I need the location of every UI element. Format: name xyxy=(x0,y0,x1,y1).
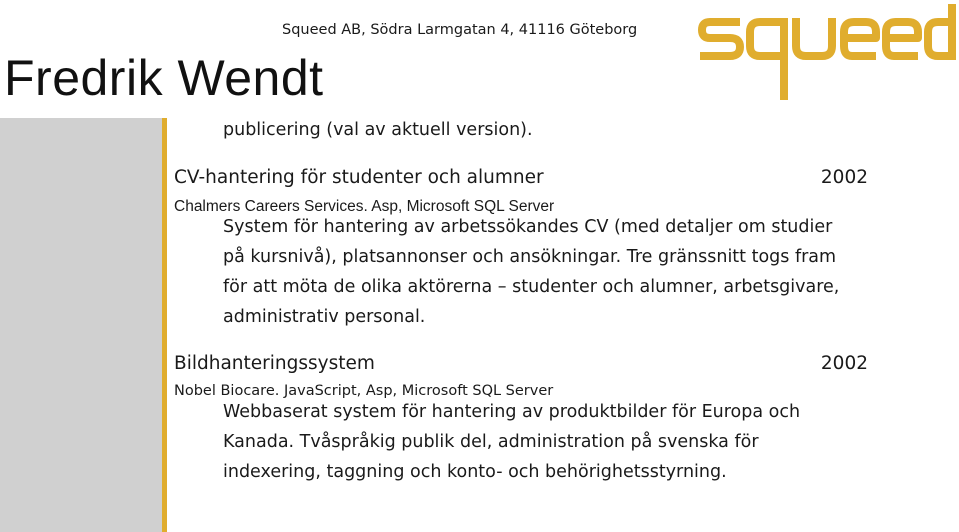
entry-description-line: System för hantering av arbetssökandes CV (med detaljer om studier xyxy=(223,217,833,237)
left-sidebar-band xyxy=(0,118,162,532)
entry-description-line: administrativ personal. xyxy=(223,307,426,327)
sidebar-accent-edge xyxy=(162,118,167,532)
entry-year: 2002 xyxy=(820,167,868,188)
entry-description-line: indexering, taggning och konto- och behörighetsstyrning. xyxy=(223,462,727,482)
entry-description-line: på kursnivå), platsannonser och ansökningar. Tre gränssnitt togs fram xyxy=(223,247,837,267)
entry-description-line: Webbaserat system för hantering av produktbilder för Europa och xyxy=(223,402,801,422)
entry-description-line: Kanada. Tvåspråkig publik del, administration på svenska för xyxy=(223,432,759,452)
entry-subtitle: Chalmers Careers Services. Asp, Microsoft SQL Server xyxy=(174,198,555,215)
continuation-line: publicering (val av aktuell version). xyxy=(223,120,533,140)
entry-title: CV-hantering för studenter och alumner xyxy=(174,167,544,188)
cv-name-heading: Fredrik Wendt xyxy=(4,50,324,106)
entry-title: Bildhanteringssystem xyxy=(174,353,375,374)
company-address: Squeed AB, Södra Larmgatan 4, 41116 Göteborg xyxy=(282,22,638,38)
entry-subtitle: Nobel Biocare. JavaScript, Asp, Microsoft SQL Server xyxy=(174,383,554,399)
squeed-logo xyxy=(698,2,958,102)
entry-year: 2002 xyxy=(820,353,868,374)
entry-description-line: för att möta de olika aktörerna – studenter och alumner, arbetsgivare, xyxy=(223,277,840,297)
